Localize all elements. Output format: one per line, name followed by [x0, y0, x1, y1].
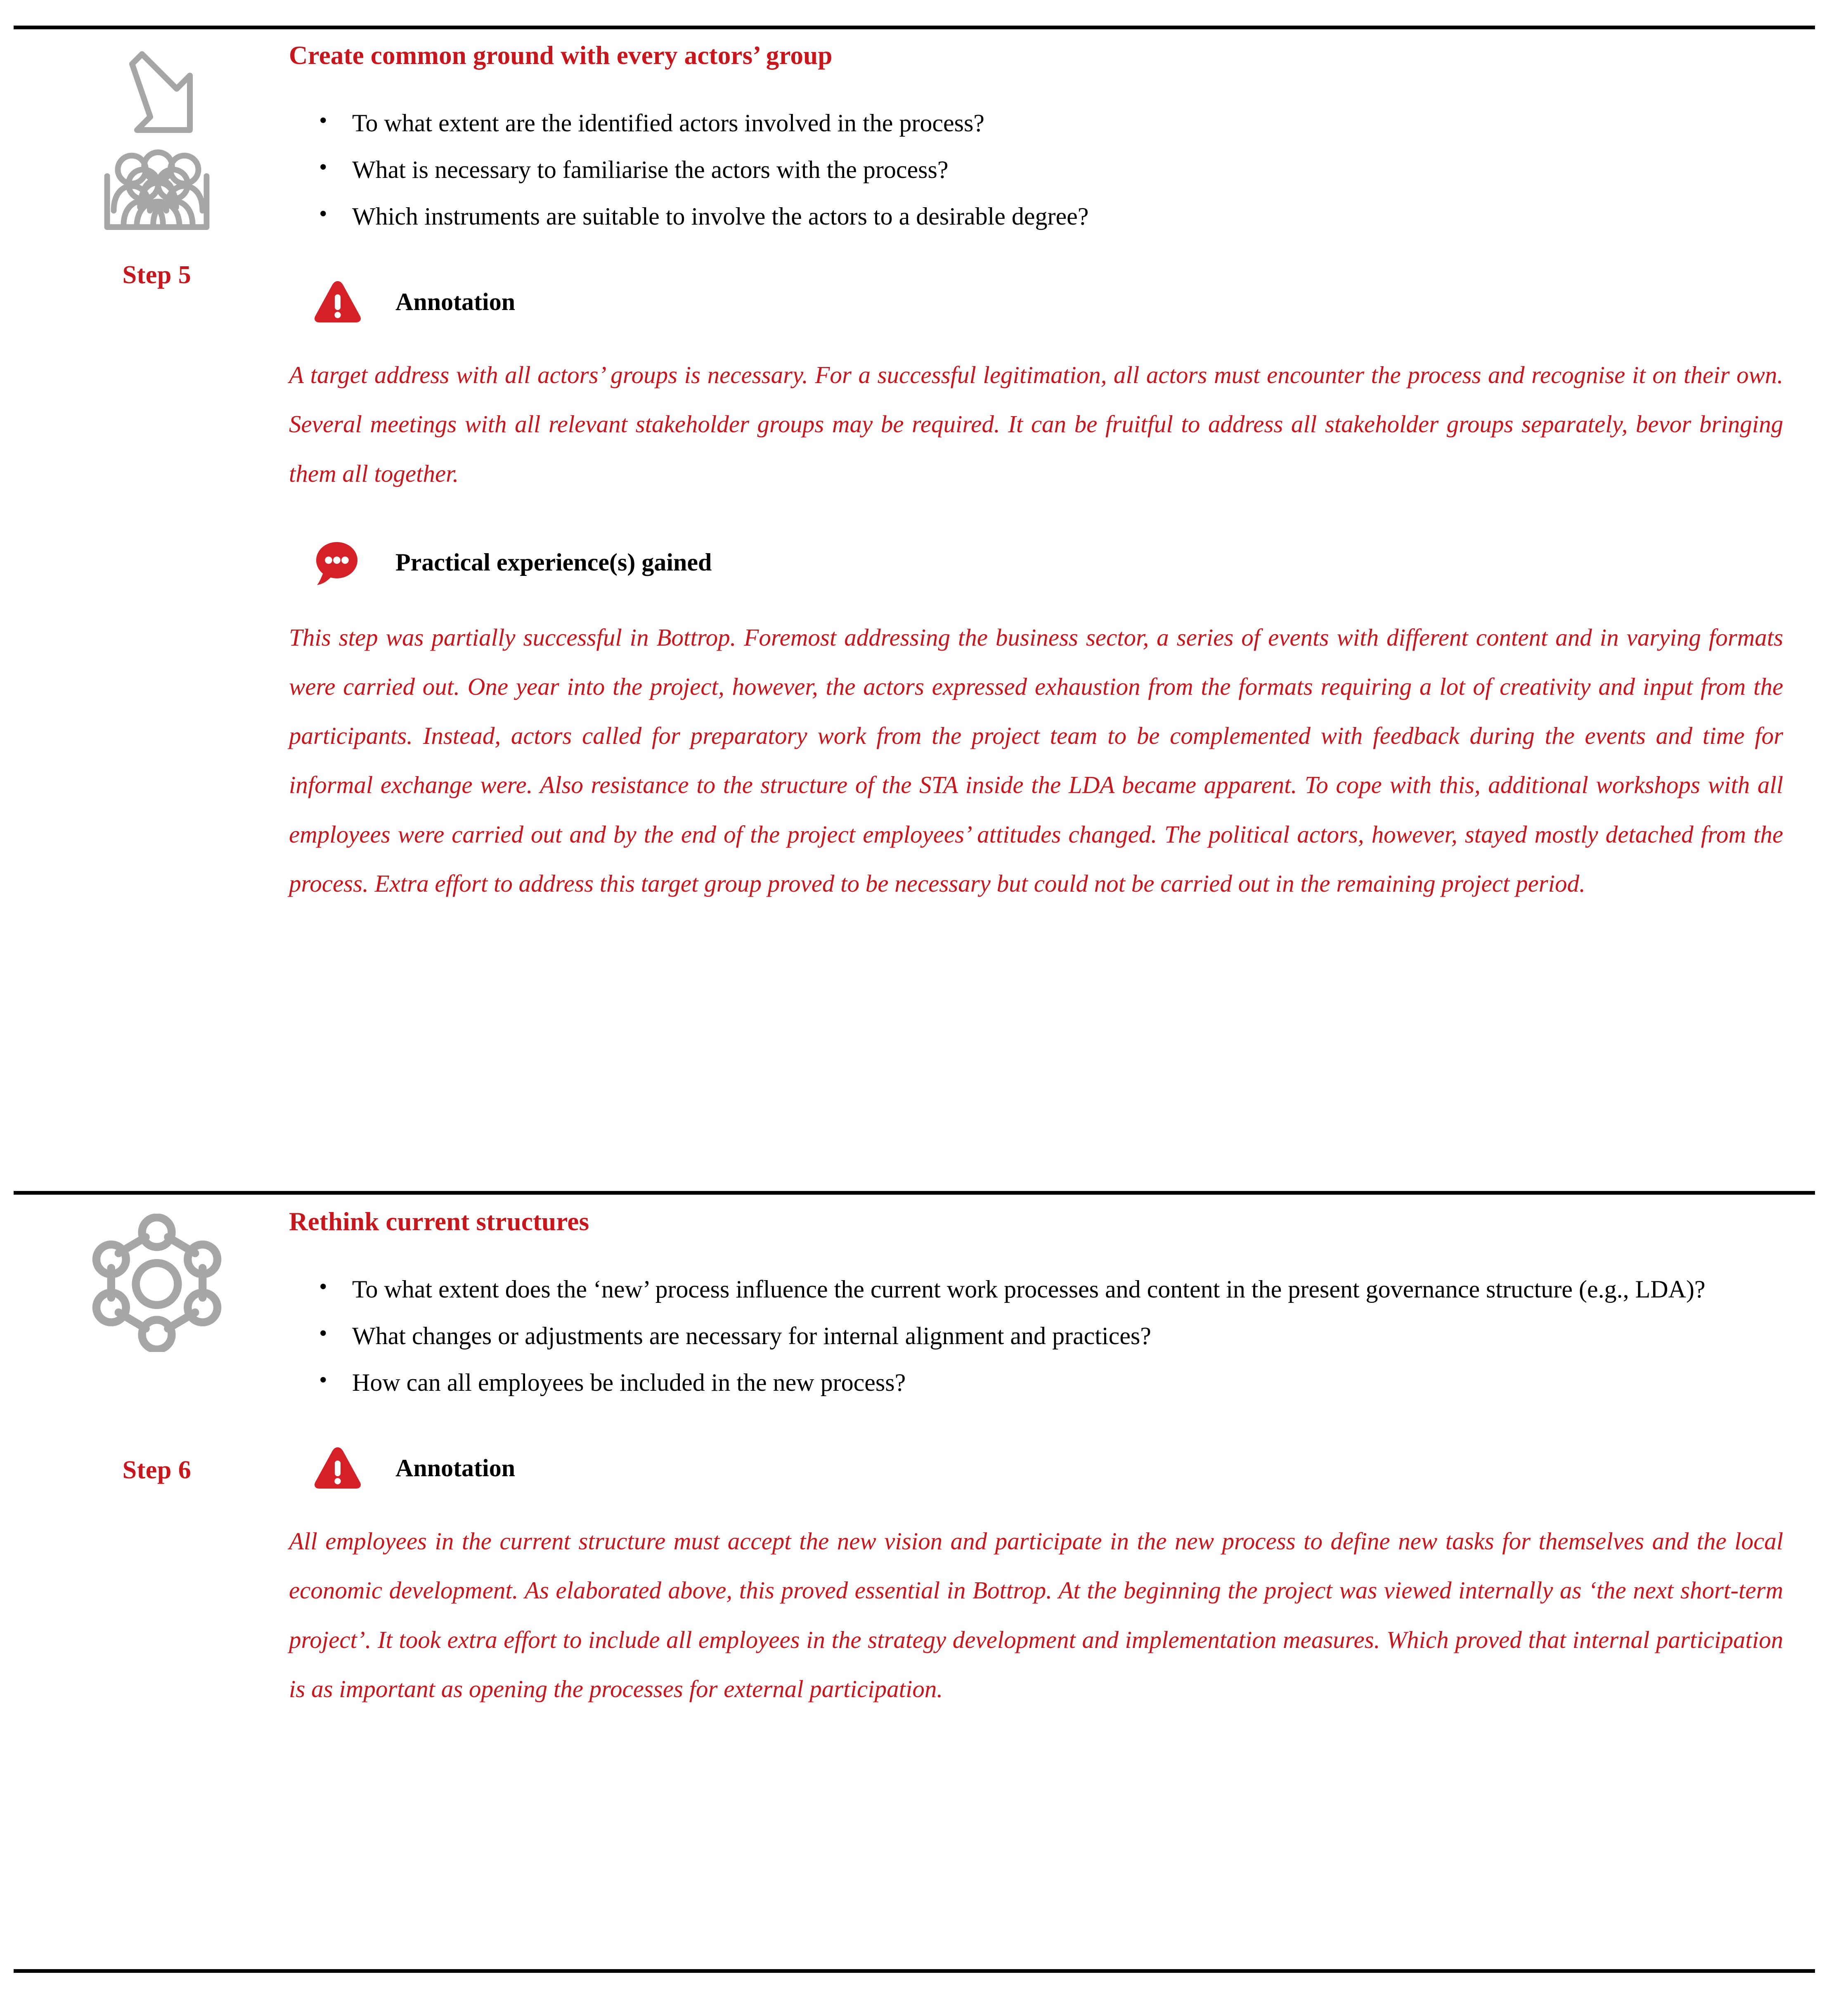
- step-6-heading: Rethink current structures: [289, 1207, 589, 1236]
- step-5-annotation-paragraph: A target address with all actors’ groups is necessary. For a successful legitimation, all actors must encounter the process and recognise it on their own. Several meetings with all relevant stakeholder groups may be required. It can be fruitful to address all stakeholder groups separately, bevor bringing them all together.: [289, 361, 1783, 487]
- step-5-gutter: [0, 39, 289, 289]
- warning-triangle-icon: [313, 279, 369, 324]
- step-5-practical-header: [289, 539, 1783, 587]
- step-5-icon-stack: [25, 47, 289, 235]
- step-6-row: [0, 1205, 1848, 1714]
- people-group-icon: [97, 147, 217, 235]
- callout-title: Practical experience(s) gained: [395, 549, 712, 576]
- list-item: • What changes or adjustments are necessary for internal alignment and practices?: [289, 1314, 1783, 1359]
- speech-bubble-icon: [313, 539, 369, 587]
- step-5-annotation-header: [289, 279, 1783, 324]
- list-item: • What is necessary to familiarise the actors with the process?: [289, 147, 1783, 192]
- list-item: • To what extent are the identified actors involved in the process?: [289, 101, 1783, 146]
- step-6-question-list: [289, 1267, 1783, 1406]
- warning-triangle-icon: [313, 1446, 369, 1490]
- step-6-annotation-header: [289, 1446, 1783, 1490]
- step-5-label: Step 5: [122, 261, 192, 289]
- section-divider-bottom: [14, 1969, 1815, 1973]
- hexagon-network-icon: [89, 1214, 225, 1352]
- step-5-row: [0, 39, 1848, 908]
- section-divider-top: [14, 26, 1815, 29]
- list-item: • Which instruments are suitable to involve the actors to a desirable degree?: [289, 194, 1783, 239]
- step-5-content: [289, 39, 1816, 908]
- step-6-icon-stack: [25, 1214, 289, 1352]
- step-5-question-list: [289, 101, 1783, 239]
- step-6-label: Step 6: [122, 1456, 192, 1484]
- list-item: • How can all employees be included in the new process?: [289, 1360, 1783, 1405]
- section-divider-middle: [14, 1191, 1815, 1195]
- step-6-content: [289, 1205, 1816, 1714]
- step-6-gutter: [0, 1205, 289, 1484]
- arrow-down-right-icon: [116, 47, 198, 142]
- step-6-annotation-paragraph: All employees in the current structure must accept the new vision and participate in the new process to define new tasks for themselves and the local economic development. As elaborated above, this proved essential in Bottrop. At the beginning the project was viewed internally as ‘the next short-term project’. It took extra effort to include all employees in the strategy development and implementation measures. Which proved that internal participation is as important as opening the processes for external participation.: [289, 1527, 1783, 1702]
- callout-title: Annotation: [395, 1454, 516, 1482]
- callout-title: Annotation: [395, 288, 516, 315]
- step-5-heading: Create common ground with every actors’ group: [289, 41, 833, 70]
- list-item: • To what extent does the ‘new’ process influence the current work processes and content in the present governance structure (e.g., LDA)?: [289, 1267, 1783, 1312]
- step-5-practical-paragraph: This step was partially successful in Bottrop. Foremost addressing the business sector, a series of events with different content and in varying formats were carried out. One year into the project, however, the actors expressed exhaustion from the formats requiring a lot of creativity and input from the participants. Instead, actors called for preparatory work from the project team to be complemented with feedback during the events and time for informal exchange were. Also resistance to the structure of the STA inside the LDA became apparent. To cope with this, additional workshops with all employees were carried out and by the end of the project employees’ attitudes changed. The political actors, however, stayed mostly detached from the process. Extra effort to address this target group proved to be necessary but could not be carried out in the remaining project period.: [289, 623, 1783, 897]
